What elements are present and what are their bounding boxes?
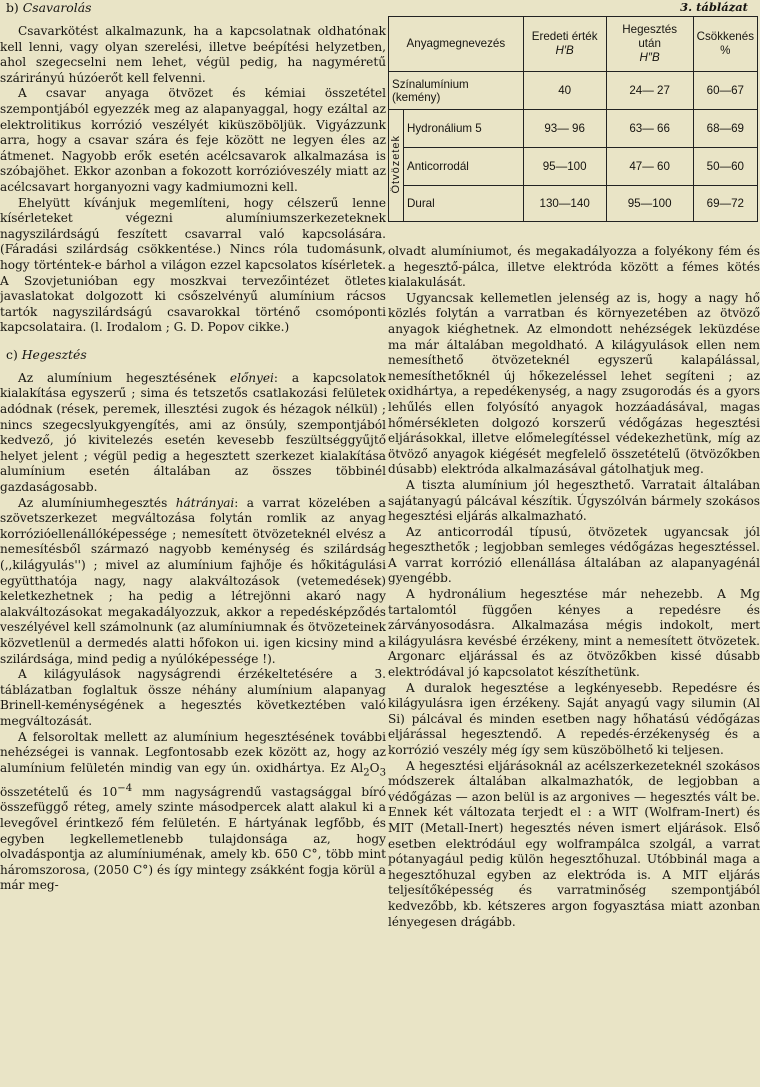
hardness-table [388, 16, 758, 222]
section-c-heading: c) Hegesztés [6, 346, 87, 362]
cell-name: Anticorrodál [404, 148, 524, 186]
paragraph: Az anticorrodál típusú, ötvözetek ugyancsak jól hegeszthetők ; legjobban semleges védőgázas hegesztéssel. A varrat korrózió ellenállása általában az alapanyagénál gyengébb. [388, 524, 760, 586]
paragraph: A kilágyulások nagyságrendi érzékeltetésére a 3. táblázatban foglaltuk össze néhány alumínium alapanyag Brinell-keménységének a hegesztés következtében való megváltozását. [0, 667, 386, 728]
section-c-title: Hegesztés [21, 346, 87, 362]
header-reduction: Csökkenés % [693, 17, 757, 72]
table-row [389, 72, 758, 110]
cell-original: 40 [523, 72, 606, 110]
paragraph: Csavarkötést alkalmazunk, ha a kapcsolatnak oldhatónak kell lenni, vagy olyan szerelési, illetve beépítési helyzetben, ahol szegecselni nem lehet, végül pedig, ha nagyméretű szárirányú húzóerőt kell felvenni. [0, 24, 386, 85]
paragraph: A hydronálium hegesztése már nehezebb. A Mg tartalomtól függően kényes a repedésre és zárványosodásra. Alkalmazása mégis indokolt, mert kilágyulásra kevésbé érzékeny, mint a nemesített ötvözetek. Argonarc eljárással és az ötvözőkben kissé dúsabb elektródával jó kapcsolatot készíthetünk. [388, 587, 760, 680]
left-column [0, 0, 386, 894]
cell-original: 93— 96 [523, 110, 606, 148]
cell-reduction: 60—67 [693, 72, 757, 110]
cell-original: 130—140 [523, 186, 606, 222]
cell-after: 95—100 [606, 186, 693, 222]
table-label: 3. táblázat [680, 0, 748, 14]
header-material: Anyagmegnevezés [389, 17, 524, 72]
paragraph: Az alumínium hegesztésének előnyei: a kapcsolatok kialakítása egyszerű ; sima és tetszetős csatlakozási felületek adódnak (rések, peremek, illesztési zugok és hézagok nélkül) ; nincs szegecslyukgyengítés, ami az önsúly, szempontjából kedvező, jó kivitelezés esetén kevesebb feszültséggyűjtő helyet jelent ; végül pedig a hegesztett szerkezet kialakítása alumínium esetén általában az összes többinél gazdaságosabb. [0, 370, 386, 495]
cell-after: 63— 66 [606, 110, 693, 148]
paragraph: Ugyancsak kellemetlen jelenség az is, hogy a nagy hő közlés folytán a varratban és környezetében az ötvöző anyagok kiéghetnek. Az elmondott nehézségek leküzdése ma már általában megoldható. A kilágyulások ellen nem nemesíthető ötvözeteknél egyszerű kalapálással, nemesíthetőknél új hőkezeléssel lehet segíteni ; az oxidhártya, a repedékenység, a nagy zsugorodás és a gyors lehűlés ellen folyósító anyagok hozzáadásával, magas hőmérsékleten dolgozó korszerű védőgázas hegesztési eljárásokkal, illetve előmelegítéssel védekezhetünk, míg az ötvöző anyagok kiégését megfelelő összetételű (ötvözőkben dúsabb) elektróda alkalmazásával gátolhatjuk meg. [388, 290, 760, 477]
table-row [389, 148, 758, 186]
cell-name: Dural [404, 186, 524, 222]
cell-after: 47— 60 [606, 148, 693, 186]
paragraph: A duralok hegesztése a legkényesebb. Repedésre és kilágyulásra igen érzékeny. Saját anyagú vagy silumin (Al Si) pálcával és minden esetben nagy hőhatású védőgázas eljárással hegesztendő. A repedés-érzékenység és a korrózió veszély még így sem küszöbölhető ki teljesen. [388, 680, 760, 757]
section-b-title: Csavarolás [22, 0, 92, 15]
cell-reduction: 68—69 [693, 110, 757, 148]
paragraph: A felsoroltak mellett az alumínium hegesztésének további nehézségei is vannak. Legfontosabb ezek között az, hogy az alumínium felületén mindig van egy ún. oxidhártya. Ez $Al_2O_3$ összetételű és $10^{-4}$ mm nagyságrendű vastagsággal bíró összefüggő réteg, amely szinte másodpercek alatt alakul ki a levegővel érintkező fém felületén. E hártyának legfőbb, és egyben legkellemetlenebb tulajdonsága az, hogy olvadáspontja az alumíniuménak, amely kb. 650 C°, több mint háromszorosa, (2050 C°) és így mintegy zsákként fogja körül a már meg- [0, 729, 386, 893]
paragraph: A tiszta alumínium jól hegeszthető. Varratait általában sajátanyagú pálcával készítik. Úgyszólván bármely szokásos hegesztési eljárás alkalmazható. [388, 477, 760, 524]
right-text [388, 244, 760, 930]
cell-name: Színalumínium (kemény) [389, 72, 524, 110]
paragraph: Ehelyütt kívánjuk megemlíteni, hogy célszerű lenne kísérleteket végezni alumíniumszerkezeteknek nagyszilárdságú feszített csavarral való kapcsolására. (Fáradási szilárdság csökkentése.) Nincs róla tudomásunk, hogy történtek-e bárhol a világon ezzel kapcsolatos kísérletek. A Szovjetunióban egy moszkvai tervezőintézet ötletes javaslatokat dolgozott ki csőszelvényű alumínium rácsos tartók nagyszilárdságú csavarokkal történő csomóponti kapcsolataira. (l. Irodalom ; G. D. Popov cikke.) [0, 195, 386, 335]
table-header-row [389, 17, 758, 72]
cell-name: Hydronálium 5 [404, 110, 524, 148]
paragraph: olvadt alumíniumot, és megakadályozza a folyékony fém és a hegesztő-pálca, illetve elektróda között a fémes kötés kialakulását. [388, 244, 760, 290]
paragraph: A hegesztési eljárásoknál az acélszerkezeteknél szokásos módszerek általában alkalmazhatók, de legjobban a védőgázas — azon belül is az argonives — hegesztés vált be. Ennek két változata terjedt el : a WIT (Wolfram-Inert) és MIT (Metall-Inert) hegesztés néven ismert eljárások. Első esetben elektródául egy wolframpálca szolgál, a varrat pótanyagául pedig külön hegesztőhuzal. Utóbbinál maga a hegesztőhuzal egyben az elektróda is. A MIT eljárás teljesítőképesség és varratminőség szempontjából kedvezőbb, kb. kétszeres argon fogyasztása miatt azonban lényegesen drágább. [388, 758, 760, 929]
paragraph: Az alumíniumhegesztés hátrányai: a varrat közelében a szövetszerkezet megváltozása folytán romlik az anyag korrózióellenállóképessége ; nemesített ötvözeteknél elvész a nemesítésből származó nagyobb keménység és szilárdság (,,kilágyulás'') ; mivel az alumínium fajhője és hőkitágulási együtthatója nagy, nagy alakváltozások (vetemedések) keletkezhetnek ; ha pedig a létrejönni akaró nagy alakváltozásokat megakadályozzuk, akkor a repedésképződés veszélyével kell számolnunk (az alumíniumnak és ötvözeteinek közvetlenül a dermedés alatti hőfokon ui. igen kicsiny mind a szilárdsága, mind pedig a nyúlóképessége !). [0, 495, 386, 666]
alloys-group-label: Ötvözetek [389, 110, 404, 222]
cell-reduction: 50—60 [693, 148, 757, 186]
cell-reduction: 69—72 [693, 186, 757, 222]
cell-original: 95—100 [523, 148, 606, 186]
cell-after: 24— 27 [606, 72, 693, 110]
header-after: Hegesztés után H″B [606, 17, 693, 72]
table-row [389, 186, 758, 222]
table-row [389, 110, 758, 148]
paragraph: A csavar anyaga ötvözet és kémiai összetétel szempontjából egyezzék meg az alapanyaggal, hogy ezáltal az elektrolitikus korrózió veszélyét kiküszöböljük. Vigyázzunk arra, hogy a csavar szára és feje között ne legyen éles az átmenet. Nagyobb erők esetén acélcsavarok alkalmazása is szóbajöhet. Ekkor azonban a fokozott korrózióveszély miatt az acélcsavart horganyozni vagy kadmiumozni kell. [0, 86, 386, 194]
section-b-heading: b) Csavarolás [6, 0, 92, 15]
header-original: Eredeti érték H′B [523, 17, 606, 72]
